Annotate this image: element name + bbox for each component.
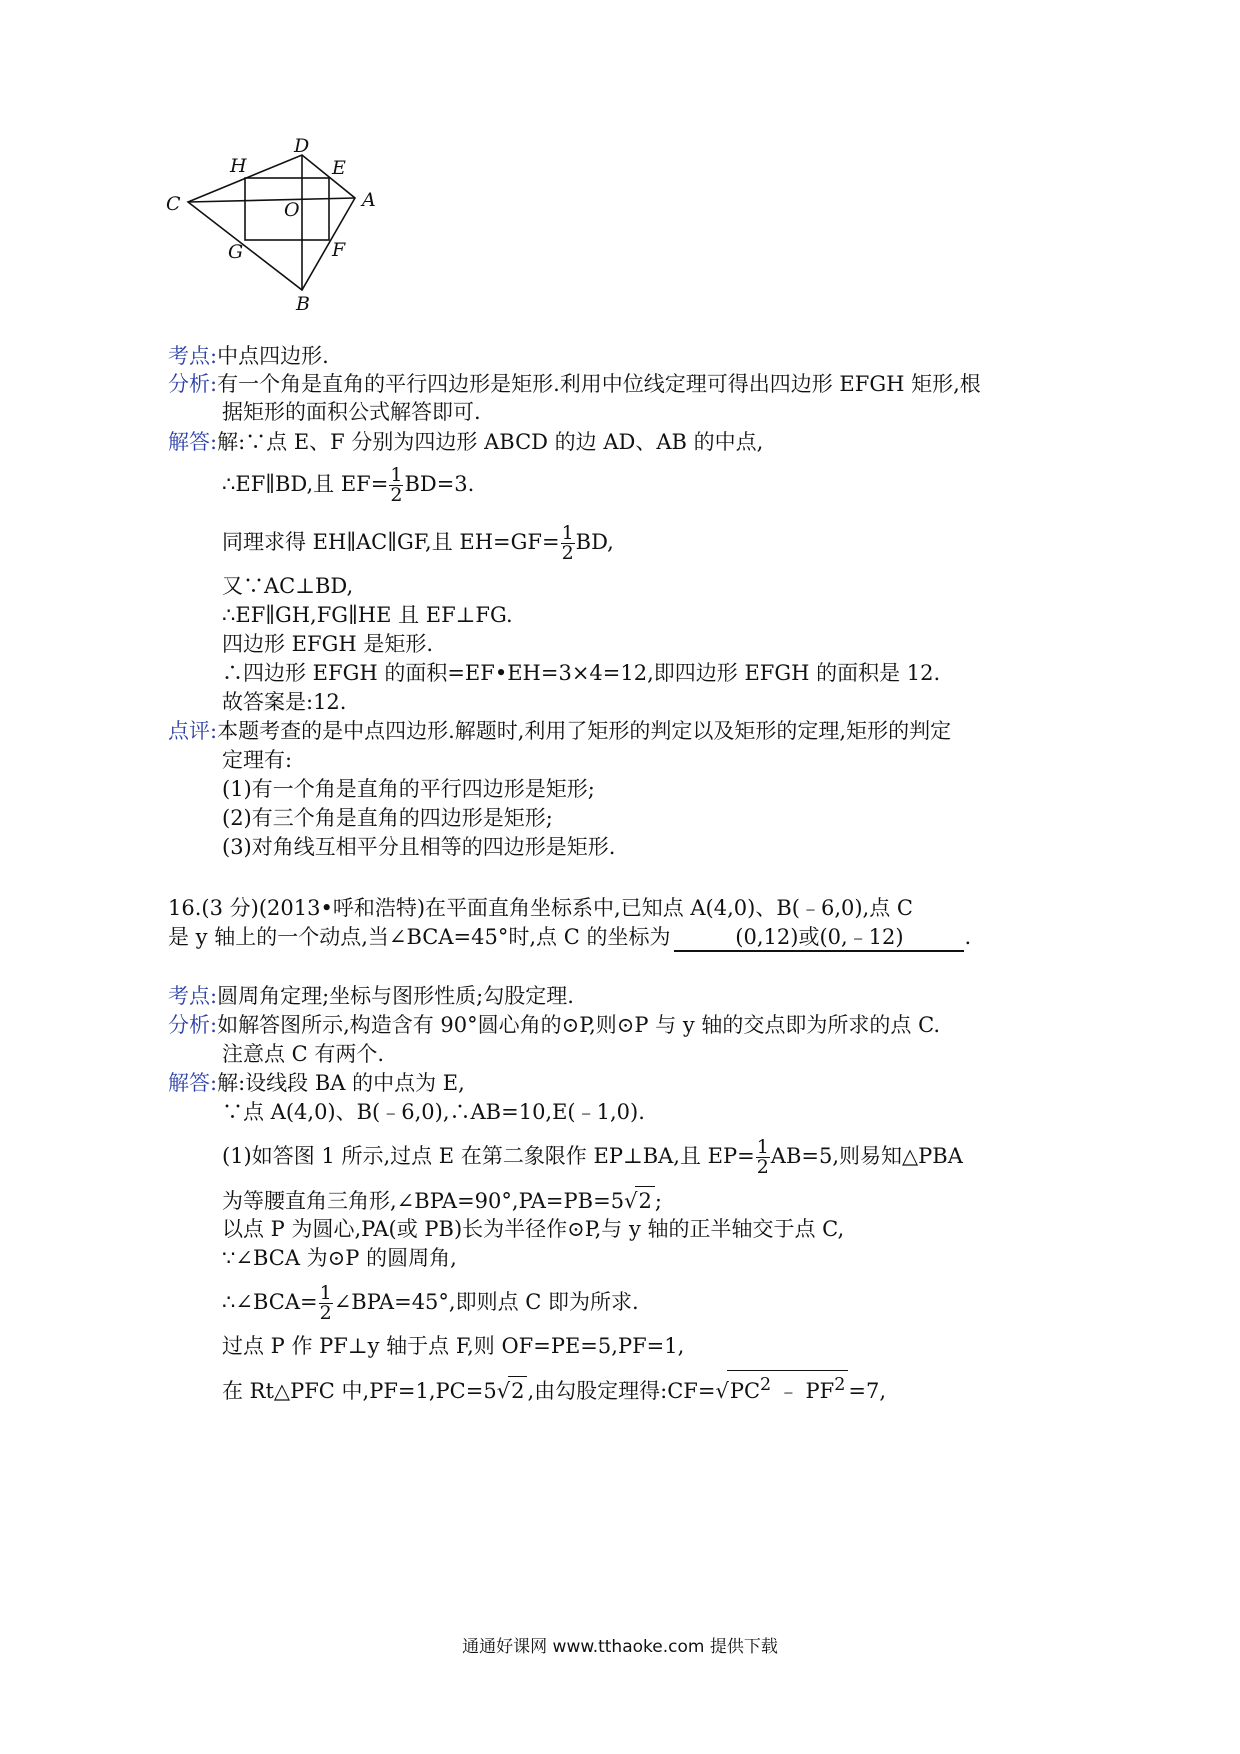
q15-step2 (222, 466, 474, 505)
answer-blank: (0,12)或(0,﹣12) (674, 924, 964, 952)
fenxi-tag: 分析: (168, 372, 218, 396)
q16-question-line1: 16.(3 分)(2013•呼和浩特)在平面直角坐标系中,已知点 A(4,0)、B(﹣6,0),点 C (168, 896, 913, 920)
step-text: 同理求得 EH∥AC∥GF,且 EH=GF= (222, 530, 560, 554)
q15-dianping-4: (2)有三个角是直角的四边形是矩形; (222, 806, 553, 830)
label-g: G (228, 241, 244, 263)
q16-question-line2 (168, 923, 971, 952)
q16-step9 (222, 1370, 886, 1405)
fenxi-tag: 分析: (168, 1013, 218, 1037)
fenxi-text: 有一个角是直角的平行四边形是矩形.利用中位线定理可得出四边形 EFGH 矩形,根 (217, 372, 981, 396)
q15-dianping-line (168, 717, 951, 745)
q15-dianping-3: (1)有一个角是直角的平行四边形是矩形; (222, 777, 595, 801)
question-text: 是 y 轴上的一个动点,当∠BCA=45°时,点 C 的坐标为 (168, 925, 671, 949)
radical-coef: 5 (610, 1189, 625, 1213)
page-footer: 通通好课网 www.tthaoke.com 提供下载 (462, 1637, 778, 1657)
fraction-half: $\frac{1}{2}$ (561, 522, 574, 564)
kaodian-text: 中点四边形. (217, 344, 329, 368)
step-text: ∴∠BCA= (222, 1290, 318, 1314)
q15-fenxi-line (168, 370, 981, 398)
q15-jieda-line (168, 428, 763, 456)
step-text: AB=5,则易知△PBA (770, 1144, 963, 1168)
jieda-text: 解:∵点 E、F 分别为四边形 ABCD 的边 AD、AB 的中点, (217, 430, 764, 454)
q16-fenxi-line2: 注意点 C 有两个. (222, 1042, 385, 1066)
q15-step7: ∴四边形 EFGH 的面积=EF•EH=3×4=12,即四边形 EFGH 的面积是 12. (222, 661, 941, 685)
jieda-text: 解:设线段 BA 的中点为 E, (217, 1071, 465, 1095)
fraction-half: $\frac{1}{2}$ (756, 1136, 769, 1178)
label-c: C (166, 193, 181, 215)
step-text: ∴EF∥BD,且 EF= (222, 472, 389, 496)
q15-dianping-2: 定理有: (222, 748, 293, 772)
jieda-tag: 解答: (168, 1071, 218, 1095)
step-text: 为等腰直角三角形,∠BPA=90°,PA=PB= (222, 1189, 611, 1213)
step-text: ,由勾股定理得:CF= (527, 1379, 716, 1403)
q16-fenxi-line (168, 1011, 940, 1039)
radical-coef: 5 (483, 1379, 497, 1403)
label-e: E (332, 157, 346, 179)
q15-step3 (222, 524, 614, 563)
q15-kaodian-line (168, 342, 329, 370)
quadrilateral-abcd (188, 155, 355, 290)
label-f: F (332, 239, 346, 261)
sqrt-icon: √ (496, 1379, 511, 1403)
fenxi-text: 如解答图所示,构造含有 90°圆心角的⊙P,则⊙P 与 y 轴的交点即为所求的点 C. (217, 1013, 941, 1037)
dianping-text: 本题考查的是中点四边形.解题时,利用了矩形的判定以及矩形的定理,矩形的判定 (217, 719, 952, 743)
kaodian-text: 圆周角定理;坐标与图形性质;勾股定理. (217, 984, 574, 1008)
fraction-half: $\frac{1}{2}$ (319, 1282, 332, 1324)
sqrt-icon: √ (624, 1189, 638, 1213)
q16-step6: ∵∠BCA 为⊙P 的圆周角, (222, 1246, 457, 1270)
step-text: ∠BPA=45°,即则点 C 即为所求. (333, 1290, 639, 1314)
step-text: 在 Rt△PFC 中,PF=1,PC= (222, 1379, 484, 1403)
radicand-expression: $PC^2$ ﹣ $PF^2$ (727, 1370, 849, 1405)
q15-step5: ∴EF∥GH,FG∥HE 且 EF⊥FG. (222, 603, 513, 627)
radicand: 2 (508, 1376, 527, 1405)
q16-kaodian-line (168, 982, 574, 1010)
quadrilateral-figure (160, 130, 420, 330)
radicand: 2 (635, 1186, 654, 1215)
step-text: (1)如答图 1 所示,过点 E 在第二象限作 EP⊥BA,且 EP= (222, 1144, 755, 1168)
kaodian-tag: 考点: (168, 984, 218, 1008)
step-text: =7, (848, 1379, 887, 1403)
q16-step4 (222, 1186, 662, 1215)
label-o: O (284, 199, 300, 221)
label-a: A (362, 189, 376, 211)
q15-fenxi-line2: 据矩形的面积公式解答即可. (222, 400, 481, 424)
question-period: . (964, 925, 972, 949)
step-text: BD=3. (404, 472, 475, 496)
jieda-tag: 解答: (168, 430, 218, 454)
q16-step2: ∵点 A(4,0)、B(﹣6,0),∴AB=10,E(﹣1,0). (222, 1100, 645, 1124)
q16-jieda-line (168, 1069, 465, 1097)
kaodian-tag: 考点: (168, 344, 218, 368)
label-h: H (230, 155, 247, 177)
label-b: B (296, 293, 310, 315)
diagonal-ac (188, 198, 355, 202)
sqrt-icon: √ (715, 1379, 729, 1403)
q15-step8: 故答案是:12. (222, 690, 347, 714)
q15-dianping-5: (3)对角线互相平分且相等的四边形是矩形. (222, 835, 616, 859)
step-text: BD, (575, 530, 614, 554)
q16-step8: 过点 P 作 PF⊥y 轴于点 F,则 OF=PE=5,PF=1, (222, 1334, 685, 1358)
step-text: ; (654, 1189, 662, 1213)
dianping-tag: 点评: (168, 719, 218, 743)
label-d: D (294, 135, 310, 157)
q15-step6: 四边形 EFGH 是矩形. (222, 632, 434, 656)
fraction-half: $\frac{1}{2}$ (390, 464, 403, 506)
q16-step3 (222, 1138, 963, 1177)
q15-step4: 又∵AC⊥BD, (222, 574, 354, 598)
q16-step7 (222, 1284, 639, 1323)
q16-step5: 以点 P 为圆心,PA(或 PB)长为半径作⊙P,与 y 轴的正半轴交于点 C, (222, 1217, 845, 1241)
